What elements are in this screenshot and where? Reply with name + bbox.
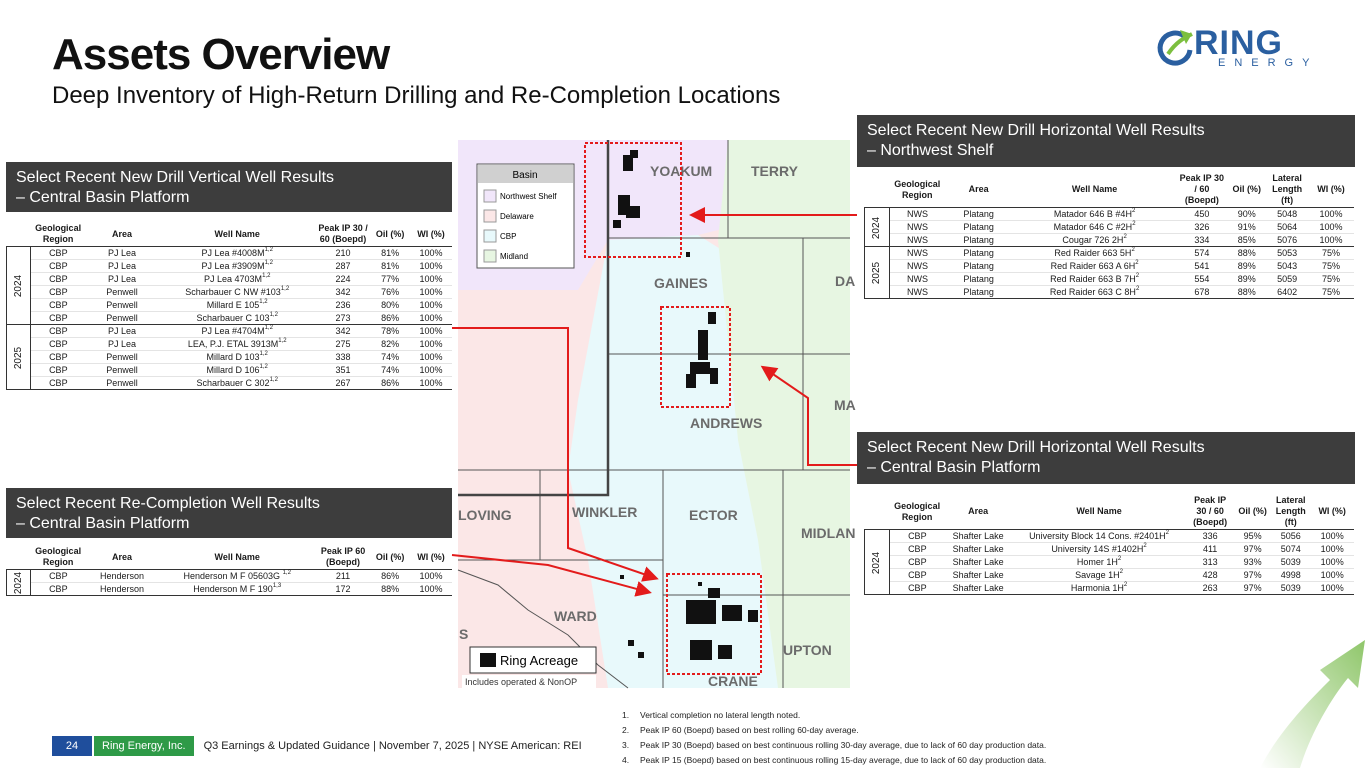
cell-well-name: Henderson M F 05603G $^{1,2}$ — [159, 570, 316, 583]
cell-peak-ip: 678 — [1177, 286, 1227, 299]
cell-region: CBP — [31, 570, 85, 583]
county-loving: LOVING — [458, 507, 512, 523]
cell-area: Platang — [945, 234, 1013, 247]
cbp-horizontal-results-table — [864, 494, 1354, 595]
cell-peak-ip: 267 — [316, 377, 370, 390]
nws-heading-line1: Select Recent New Drill Horizontal Well Results — [867, 122, 1205, 139]
column-header: Peak IP 30 / 60 (Boepd) — [1186, 494, 1234, 530]
cell-peak-ip: 338 — [316, 351, 370, 364]
cell-area: Shafter Lake — [944, 530, 1012, 543]
cell-oil: 88% — [1227, 286, 1266, 299]
cell-wi: 100% — [410, 583, 452, 596]
legend-midland: Midland — [500, 252, 529, 261]
cell-wi: 100% — [410, 260, 452, 273]
table-row — [865, 543, 1355, 556]
acreage-note: Includes operated & NonOP — [465, 677, 578, 687]
column-header: Geological Region — [31, 222, 85, 247]
table-header-row — [7, 545, 453, 570]
cell-region: CBP — [890, 556, 944, 569]
footer-text: Q3 Earnings & Updated Guidance | November 7, 2025 | NYSE American: REI — [203, 740, 582, 752]
cell-oil: 89% — [1227, 260, 1266, 273]
legend-swatch-nws — [484, 190, 496, 202]
table-row — [865, 273, 1355, 286]
cell-peak-ip: 541 — [1177, 260, 1227, 273]
recompletion-results-table — [6, 545, 452, 596]
page-title: Assets Overview — [52, 30, 390, 79]
table-row — [865, 286, 1355, 299]
cell-wi: 100% — [410, 247, 452, 260]
page-footer — [52, 736, 582, 756]
year-label: 2025 — [7, 325, 31, 390]
cell-well-name: PJ Lea $\#4008M^{1,2}$ — [159, 247, 316, 260]
county-crane: CRANE — [708, 673, 758, 689]
cell-wi: 100% — [410, 364, 452, 377]
cell-peak-ip: 210 — [316, 247, 370, 260]
county-terry: TERRY — [751, 163, 798, 179]
recompletion-results-header — [6, 488, 452, 538]
cell-well-name: Red Raider 663 A $6H^2$ — [1013, 260, 1177, 273]
table-row — [865, 234, 1355, 247]
cell-wi: 100% — [410, 299, 452, 312]
cell-region: NWS — [890, 260, 945, 273]
company-badge: Ring Energy, Inc. — [94, 736, 194, 756]
table-row — [865, 208, 1355, 221]
cell-oil: 88% — [1227, 247, 1266, 260]
footnote-3: 3. Peak IP 30 (Boepd) based on best continuous rolling 30-day average, due to lack of 60 day production data. — [622, 740, 1047, 750]
cell-region: NWS — [890, 221, 945, 234]
cell-wi: 75% — [1308, 247, 1354, 260]
table-row — [865, 569, 1355, 582]
table-row — [865, 260, 1355, 273]
cell-area: Shafter Lake — [944, 569, 1012, 582]
cell-region: CBP — [31, 247, 85, 260]
cell-well-name: University 14S $\#1402H^2$ — [1012, 543, 1186, 556]
cell-region: CBP — [890, 582, 944, 595]
county-ector: ECTOR — [689, 507, 738, 523]
cell-oil: 86% — [370, 312, 410, 325]
year-label: 2024 — [865, 530, 890, 595]
cell-well-name: Millard E 105$^{1,2}$ — [159, 299, 316, 312]
table-header-row — [865, 172, 1355, 208]
cell-oil: 97% — [1234, 582, 1271, 595]
cell-lateral: 5043 — [1266, 260, 1308, 273]
column-header: Area — [85, 222, 158, 247]
cell-well-name: Scharbauer C 103$^{1,2}$ — [159, 312, 316, 325]
cell-wi: 100% — [1308, 234, 1354, 247]
cell-area: Penwell — [85, 377, 158, 390]
cell-oil: 86% — [370, 570, 410, 583]
cell-region: CBP — [31, 325, 85, 338]
table-row — [7, 570, 453, 583]
logo-wordmark: RING — [1194, 24, 1283, 62]
cell-lateral: 5039 — [1271, 556, 1310, 569]
cell-well-name: Henderson M F 190$^{1,3}$ — [159, 583, 316, 596]
cell-wi: 75% — [1308, 273, 1354, 286]
cell-peak-ip: 342 — [316, 286, 370, 299]
cell-well-name: Cougar 726 $2H^2$ — [1013, 234, 1177, 247]
year-label: 2024 — [7, 247, 31, 325]
table-row — [865, 221, 1355, 234]
nws-results-table — [864, 172, 1354, 299]
table-row — [865, 582, 1355, 595]
cell-wi: 100% — [410, 377, 452, 390]
cell-area: Shafter Lake — [944, 556, 1012, 569]
cell-area: Penwell — [85, 299, 158, 312]
county-gaines: GAINES — [654, 275, 708, 291]
cell-wi: 100% — [1308, 221, 1354, 234]
column-header: Geological Region — [31, 545, 85, 570]
cell-area: PJ Lea — [85, 338, 158, 351]
column-header: Lateral Length (ft) — [1271, 494, 1310, 530]
cell-area: PJ Lea — [85, 247, 158, 260]
cell-area: Henderson — [85, 583, 158, 596]
cell-area: Platang — [945, 273, 1013, 286]
table-row — [7, 325, 453, 338]
cell-peak-ip: 224 — [316, 273, 370, 286]
column-header: Well Name — [159, 545, 316, 570]
cell-lateral: 4998 — [1271, 569, 1310, 582]
cell-region: NWS — [890, 234, 945, 247]
nws-heading-line2: – Northwest Shelf — [867, 142, 994, 159]
cell-oil: 74% — [370, 351, 410, 364]
cell-oil: 90% — [1227, 208, 1266, 221]
cell-wi: 100% — [1308, 208, 1354, 221]
cell-peak-ip: 411 — [1186, 543, 1234, 556]
cell-wi: 100% — [410, 325, 452, 338]
county-andrews: ANDREWS — [690, 415, 763, 431]
cell-oil: 81% — [370, 260, 410, 273]
cell-area: Platang — [945, 247, 1013, 260]
cell-peak-ip: 574 — [1177, 247, 1227, 260]
cell-wi: 100% — [410, 273, 452, 286]
cell-well-name: Scharbauer C 302$^{1,2}$ — [159, 377, 316, 390]
cell-peak-ip: 554 — [1177, 273, 1227, 286]
cell-region: NWS — [890, 286, 945, 299]
logo-subtext: ENERGY — [1218, 57, 1319, 69]
company-logo — [1154, 24, 1319, 74]
vertical-heading-line2: – Central Basin Platform — [16, 189, 190, 206]
cell-lateral: 5039 — [1271, 582, 1310, 595]
cell-wi: 100% — [410, 338, 452, 351]
table-row — [7, 299, 453, 312]
table-row — [7, 377, 453, 390]
cell-oil: 95% — [1234, 530, 1271, 543]
column-header: Well Name — [159, 222, 316, 247]
legend-swatch-midland — [484, 250, 496, 262]
column-header: Well Name — [1013, 172, 1177, 208]
cell-wi: 100% — [410, 570, 452, 583]
column-header: Area — [85, 545, 158, 570]
cbp-horizontal-results-header — [857, 432, 1355, 484]
table-row — [7, 338, 453, 351]
legend-swatch-cbp — [484, 230, 496, 242]
cbp-horizontal-heading-line2: – Central Basin Platform — [867, 459, 1041, 476]
cell-region: CBP — [31, 351, 85, 364]
column-header: WI (%) — [1310, 494, 1354, 530]
cell-area: Shafter Lake — [944, 543, 1012, 556]
cell-well-name: PJ Lea $\#3909M^{1,2}$ — [159, 260, 316, 273]
page-subtitle: Deep Inventory of High-Return Drilling and Re-Completion Locations — [52, 82, 781, 109]
cell-region: NWS — [890, 208, 945, 221]
cell-area: Shafter Lake — [944, 582, 1012, 595]
cell-lateral: 5048 — [1266, 208, 1308, 221]
table-row — [7, 273, 453, 286]
cell-oil: 80% — [370, 299, 410, 312]
cell-oil: 97% — [1234, 569, 1271, 582]
cell-peak-ip: 172 — [316, 583, 370, 596]
county-yoakum: YOAKUM — [650, 163, 713, 179]
cell-oil: 74% — [370, 364, 410, 377]
cell-well-name: Harmonia $1H^2$ — [1012, 582, 1186, 595]
cell-area: PJ Lea — [85, 273, 158, 286]
column-header: Area — [945, 172, 1013, 208]
cell-peak-ip: 313 — [1186, 556, 1234, 569]
cell-peak-ip: 428 — [1186, 569, 1234, 582]
ring-logo-icon — [1154, 28, 1196, 70]
column-header: Well Name — [1012, 494, 1186, 530]
acreage-label: Ring Acreage — [500, 653, 579, 668]
cell-area: PJ Lea — [85, 260, 158, 273]
cell-oil: 85% — [1227, 234, 1266, 247]
cell-peak-ip: 336 — [1186, 530, 1234, 543]
column-header: Peak IP 60 (Boepd) — [316, 545, 370, 570]
cell-well-name: University Block 14 Cons. $\#2401H^2$ — [1012, 530, 1186, 543]
cell-area: Platang — [945, 208, 1013, 221]
table-row — [7, 286, 453, 299]
cell-well-name: PJ Lea $\#4704M^{1,2}$ — [159, 325, 316, 338]
cell-region: CBP — [31, 286, 85, 299]
cell-well-name: Red Raider 663 B $7H^2$ — [1013, 273, 1177, 286]
county-midland: MIDLAN — [801, 525, 856, 541]
nws-results-header — [857, 115, 1355, 167]
cell-well-name: Red Raider 663 $5H^2$ — [1013, 247, 1177, 260]
column-header: Geological Region — [890, 494, 944, 530]
legend-swatch-delaware — [484, 210, 496, 222]
cell-wi: 100% — [1310, 569, 1354, 582]
cbp-horizontal-heading-line1: Select Recent New Drill Horizontal Well Results — [867, 439, 1205, 456]
cell-wi: 100% — [410, 312, 452, 325]
county-ward: WARD — [554, 608, 597, 624]
cell-area: Platang — [945, 260, 1013, 273]
cell-region: CBP — [890, 543, 944, 556]
column-header: WI (%) — [410, 222, 452, 247]
footnotes — [622, 708, 1046, 768]
page-number: 24 — [52, 736, 92, 756]
cell-region: CBP — [31, 260, 85, 273]
cell-region: CBP — [31, 338, 85, 351]
cell-oil: 81% — [370, 247, 410, 260]
cell-peak-ip: 342 — [316, 325, 370, 338]
table-row — [7, 364, 453, 377]
cell-region: CBP — [890, 569, 944, 582]
cell-wi: 100% — [1310, 530, 1354, 543]
cell-oil: 93% — [1234, 556, 1271, 569]
cell-region: CBP — [31, 364, 85, 377]
cell-oil: 82% — [370, 338, 410, 351]
cell-peak-ip: 273 — [316, 312, 370, 325]
table-row — [865, 556, 1355, 569]
year-label: 2024 — [7, 570, 31, 596]
county-martin: MA — [834, 397, 856, 413]
legend-nws: Northwest Shelf — [500, 192, 557, 201]
legend-cbp: CBP — [500, 232, 517, 241]
county-dawson: DA — [835, 273, 856, 289]
cell-peak-ip: 211 — [316, 570, 370, 583]
cell-lateral: 5064 — [1266, 221, 1308, 234]
vertical-results-header — [6, 162, 452, 212]
year-label: 2024 — [865, 208, 890, 247]
table-row — [865, 247, 1355, 260]
table-header-row — [7, 222, 453, 247]
cell-well-name: LEA, P.J. ETAL $3913M^{1,2}$ — [159, 338, 316, 351]
cell-wi: 75% — [1308, 286, 1354, 299]
column-header: Peak IP 30 / 60 (Boepd) — [1177, 172, 1227, 208]
column-header: WI (%) — [1308, 172, 1354, 208]
cell-wi: 100% — [1310, 556, 1354, 569]
cell-area: Platang — [945, 286, 1013, 299]
cell-peak-ip: 450 — [1177, 208, 1227, 221]
column-header: Oil (%) — [1234, 494, 1271, 530]
legend-title: Basin — [512, 170, 538, 181]
cell-peak-ip: 275 — [316, 338, 370, 351]
cell-region: CBP — [31, 583, 85, 596]
cell-oil: 78% — [370, 325, 410, 338]
cell-oil: 89% — [1227, 273, 1266, 286]
table-row — [7, 312, 453, 325]
acreage-swatch — [480, 653, 496, 667]
cell-peak-ip: 326 — [1177, 221, 1227, 234]
cell-peak-ip: 351 — [316, 364, 370, 377]
cell-well-name: Scharbauer C NW #103$^{1,2}$ — [159, 286, 316, 299]
recompletion-heading-line2: – Central Basin Platform — [16, 515, 190, 532]
cell-well-name: Matador 646 C $\#2H^2$ — [1013, 221, 1177, 234]
cell-wi: 100% — [410, 351, 452, 364]
cell-wi: 75% — [1308, 260, 1354, 273]
cell-oil: 88% — [370, 583, 410, 596]
table-row — [865, 530, 1355, 543]
cell-well-name: Homer $1H^2$ — [1012, 556, 1186, 569]
table-row — [7, 247, 453, 260]
cell-region: CBP — [31, 312, 85, 325]
county-upton: UPTON — [783, 642, 832, 658]
cell-well-name: Millard D 103$^{1,2}$ — [159, 351, 316, 364]
table-row — [7, 260, 453, 273]
cell-peak-ip: 287 — [316, 260, 370, 273]
vertical-results-table — [6, 222, 452, 390]
vertical-heading-line1: Select Recent New Drill Vertical Well Results — [16, 169, 335, 186]
cell-oil: 76% — [370, 286, 410, 299]
cell-well-name: Matador 646 B $\#4H^2$ — [1013, 208, 1177, 221]
cell-area: Penwell — [85, 286, 158, 299]
column-header: Oil (%) — [370, 222, 410, 247]
recompletion-heading-line1: Select Recent Re-Completion Well Results — [16, 495, 320, 512]
table-row — [7, 351, 453, 364]
cell-wi: 100% — [1310, 543, 1354, 556]
cell-lateral: 5076 — [1266, 234, 1308, 247]
cell-well-name: Millard D 106$^{1,2}$ — [159, 364, 316, 377]
cell-oil: 77% — [370, 273, 410, 286]
column-header: Oil (%) — [1227, 172, 1266, 208]
cell-area: Penwell — [85, 312, 158, 325]
footnote-1: 1. Vertical completion no lateral length noted. — [622, 710, 801, 720]
county-winkler: WINKLER — [572, 504, 638, 520]
cell-area: Platang — [945, 221, 1013, 234]
table-row — [7, 583, 453, 596]
cell-well-name: Savage $1H^2$ — [1012, 569, 1186, 582]
column-header: Oil (%) — [370, 545, 410, 570]
cell-oil: 97% — [1234, 543, 1271, 556]
cell-lateral: 5074 — [1271, 543, 1310, 556]
legend-delaware: Delaware — [500, 212, 534, 221]
cell-region: CBP — [31, 273, 85, 286]
column-header: Geological Region — [890, 172, 945, 208]
county-reeves: S — [459, 626, 469, 642]
cell-region: NWS — [890, 247, 945, 260]
cell-wi: 100% — [410, 286, 452, 299]
cell-area: Penwell — [85, 364, 158, 377]
cell-peak-ip: 334 — [1177, 234, 1227, 247]
cell-well-name: PJ Lea $4703M^{1,2}$ — [159, 273, 316, 286]
column-header: Peak IP 30 / 60 (Boepd) — [316, 222, 370, 247]
cell-region: CBP — [890, 530, 944, 543]
year-label: 2025 — [865, 247, 890, 299]
cell-lateral: 5053 — [1266, 247, 1308, 260]
column-header: Area — [944, 494, 1012, 530]
cell-area: PJ Lea — [85, 325, 158, 338]
cell-lateral: 6402 — [1266, 286, 1308, 299]
permian-basin-map — [458, 140, 856, 689]
cell-wi: 100% — [1310, 582, 1354, 595]
cell-lateral: 5056 — [1271, 530, 1310, 543]
cell-region: NWS — [890, 273, 945, 286]
footnote-2: 2. Peak IP 60 (Boepd) based on best rolling 60-day average. — [622, 725, 859, 735]
table-header-row — [865, 494, 1355, 530]
column-header: Lateral Length (ft) — [1266, 172, 1308, 208]
cell-region: CBP — [31, 299, 85, 312]
footnote-4: 4. Peak IP 15 (Boepd) based on best continuous rolling 15-day average, due to lack of 60 day production data. — [622, 755, 1047, 765]
cell-peak-ip: 236 — [316, 299, 370, 312]
cell-area: Henderson — [85, 570, 158, 583]
cell-well-name: Red Raider 663 C $8H^2$ — [1013, 286, 1177, 299]
cell-area: Penwell — [85, 351, 158, 364]
cell-peak-ip: 263 — [1186, 582, 1234, 595]
cell-region: CBP — [31, 377, 85, 390]
cell-oil: 86% — [370, 377, 410, 390]
cell-lateral: 5059 — [1266, 273, 1308, 286]
cell-oil: 91% — [1227, 221, 1266, 234]
growth-arrow-icon — [1250, 640, 1365, 768]
column-header: WI (%) — [410, 545, 452, 570]
